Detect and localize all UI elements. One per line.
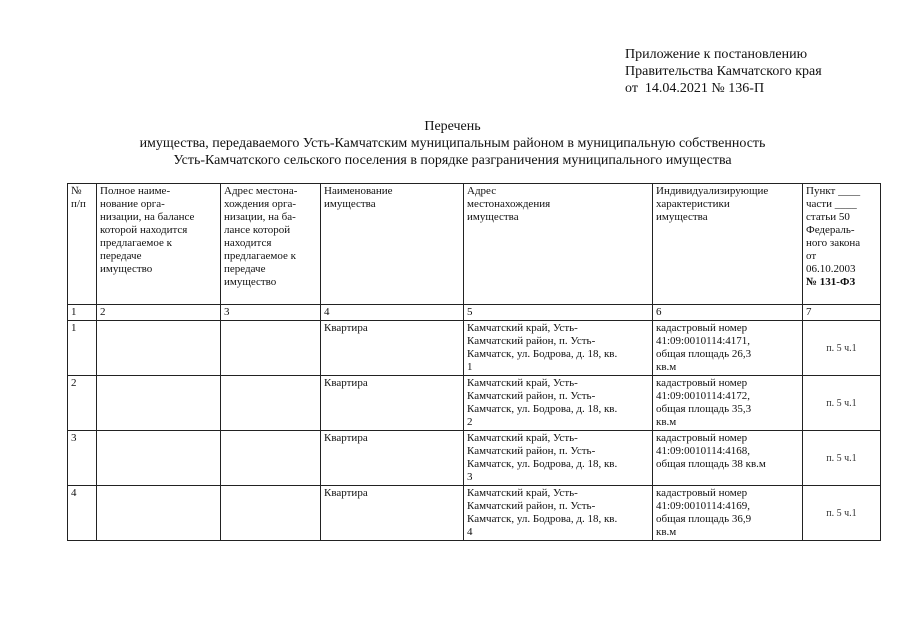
column-number-row [68, 305, 881, 321]
column-number: 5 [464, 305, 653, 321]
row-number: 2 [68, 376, 97, 431]
header-cell-org: Полное наиме- нование орга- низации, на балансе которой находится предлагаемое к передаче имущество [97, 184, 221, 305]
row-address: Камчатский край, Усть- Камчатский район, п. Усть- Камчатск, ул. Бодрова, д. 18, кв. 1 [464, 321, 653, 376]
column-number: 3 [221, 305, 321, 321]
table-row [68, 431, 881, 486]
row-address: Камчатский край, Усть- Камчатский район, п. Усть- Камчатск, ул. Бодрова, д. 18, кв. 4 [464, 486, 653, 541]
row-property-name: Квартира [321, 431, 464, 486]
document-title [0, 118, 905, 169]
law-ref-line: ного закона [806, 237, 861, 249]
law-ref-line: 06.10.2003 [806, 263, 856, 275]
header-cell-num: № п/п [68, 184, 97, 305]
appendix-line: Правительства Камчатского края [625, 64, 822, 79]
law-ref-line: Пункт ____ [806, 185, 861, 197]
appendix-line: от 14.04.2021 № 136-П [625, 81, 765, 96]
title-line: имущества, передаваемого Усть-Камчатским муниципальным районом в муниципальную собственность [139, 136, 766, 151]
row-number: 4 [68, 486, 97, 541]
row-law-reference: п. 5 ч.1 [803, 376, 881, 431]
row-characteristics: кадастровый номер 41:09:0010114:4168, общая площадь 38 кв.м [653, 431, 803, 486]
header-cell-law-reference [803, 184, 881, 305]
row-characteristics: кадастровый номер 41:09:0010114:4169, общая площадь 36,9 кв.м [653, 486, 803, 541]
row-characteristics: кадастровый номер 41:09:0010114:4171, общая площадь 26,3 кв.м [653, 321, 803, 376]
row-org [97, 486, 221, 541]
row-org-address [221, 431, 321, 486]
row-property-name: Квартира [321, 376, 464, 431]
row-org [97, 376, 221, 431]
row-org-address [221, 376, 321, 431]
table-row [68, 321, 881, 376]
row-org-address [221, 321, 321, 376]
row-org-address [221, 486, 321, 541]
table-header-row [68, 184, 881, 305]
row-characteristics: кадастровый номер 41:09:0010114:4172, общая площадь 35,3 кв.м [653, 376, 803, 431]
title-line: Усть-Камчатского сельского поселения в порядке разграничения муниципального имущества [173, 153, 732, 168]
header-cell-org-address: Адрес местона- хождения орга- низации, на ба- лансе которой находится предлагаемое к передаче имущество [221, 184, 321, 305]
law-ref-line: от [806, 250, 817, 262]
column-number: 7 [803, 305, 881, 321]
row-number: 1 [68, 321, 97, 376]
row-property-name: Квартира [321, 486, 464, 541]
row-address: Камчатский край, Усть- Камчатский район, п. Усть- Камчатск, ул. Бодрова, д. 18, кв. 3 [464, 431, 653, 486]
table-row [68, 486, 881, 541]
title-line: Перечень [424, 119, 481, 134]
law-ref-line: № 131-ФЗ [806, 276, 856, 288]
property-table [67, 183, 881, 541]
row-number: 3 [68, 431, 97, 486]
column-number: 2 [97, 305, 221, 321]
appendix-line: Приложение к постановлению [625, 47, 808, 62]
law-ref-line: части ____ [806, 198, 857, 210]
table-row [68, 376, 881, 431]
law-ref-line: статьи 50 [806, 211, 850, 223]
row-law-reference: п. 5 ч.1 [803, 486, 881, 541]
row-property-name: Квартира [321, 321, 464, 376]
appendix-block [625, 46, 822, 97]
row-law-reference: п. 5 ч.1 [803, 431, 881, 486]
header-cell-address: Адрес местонахождения имущества [464, 184, 653, 305]
row-address: Камчатский край, Усть- Камчатский район, п. Усть- Камчатск, ул. Бодрова, д. 18, кв. 2 [464, 376, 653, 431]
law-ref-line: Федераль- [806, 224, 855, 236]
row-org [97, 431, 221, 486]
row-org [97, 321, 221, 376]
row-law-reference: п. 5 ч.1 [803, 321, 881, 376]
column-number: 4 [321, 305, 464, 321]
column-number: 1 [68, 305, 97, 321]
header-cell-characteristics: Индивидуализирующие характеристики имущества [653, 184, 803, 305]
column-number: 6 [653, 305, 803, 321]
header-cell-name: Наименование имущества [321, 184, 464, 305]
